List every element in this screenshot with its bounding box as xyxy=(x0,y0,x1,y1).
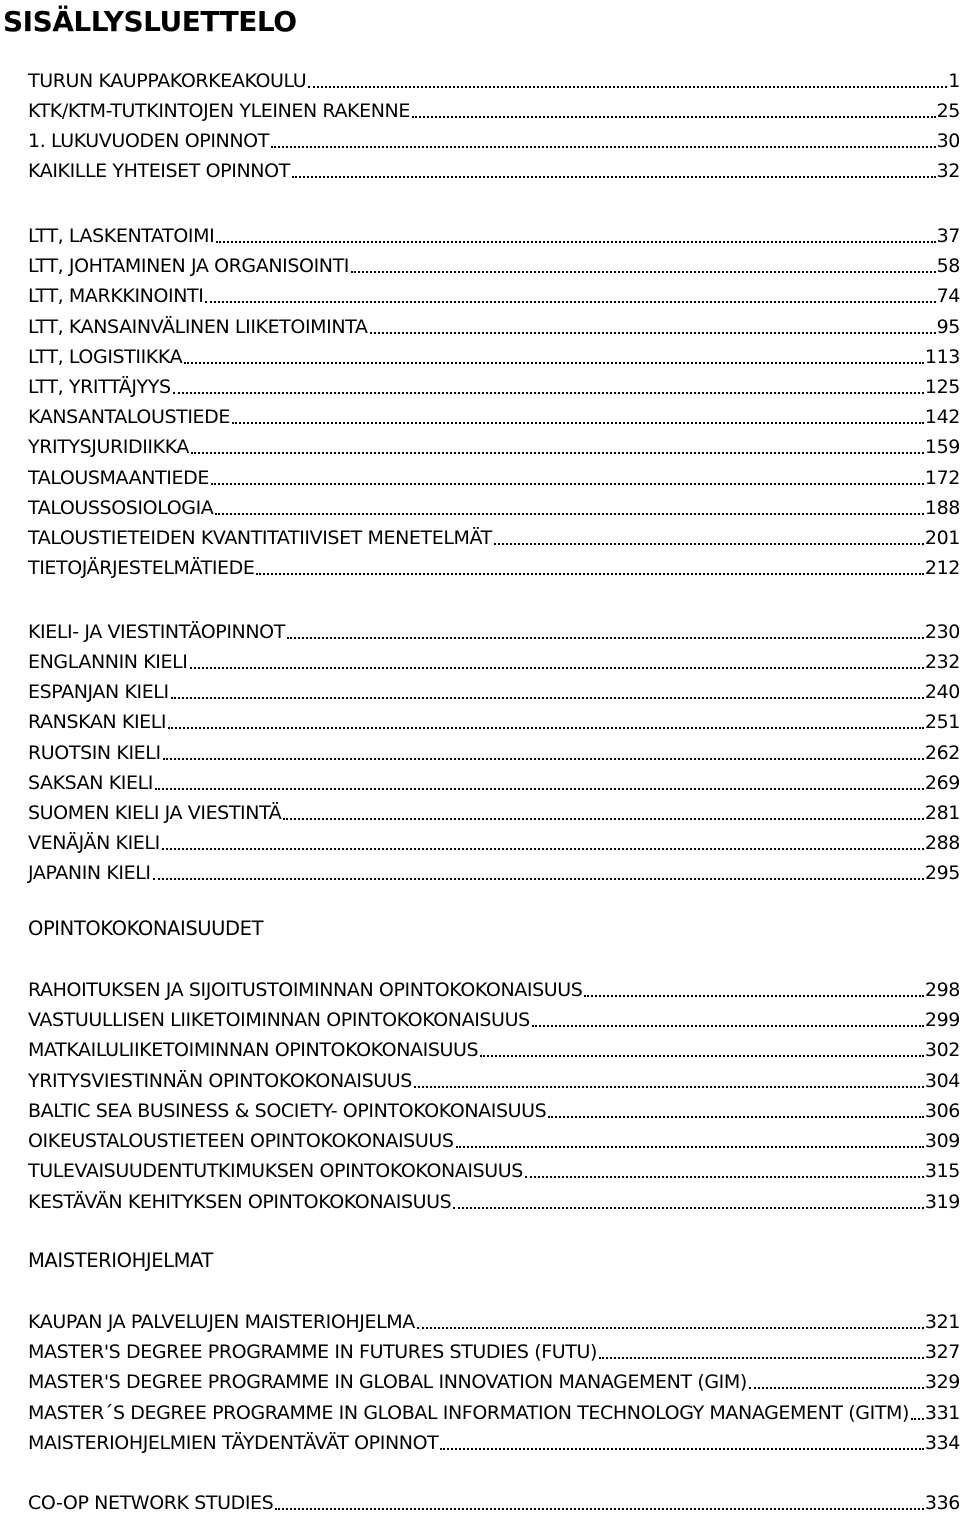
toc-entry-page-number: 230 xyxy=(924,621,960,643)
toc-entry[interactable] xyxy=(28,1062,960,1092)
toc-entry[interactable] xyxy=(28,398,960,428)
toc-entry[interactable] xyxy=(28,308,960,338)
toc-entry-page-number: 331 xyxy=(924,1402,960,1424)
toc-dot-leader xyxy=(456,1146,924,1148)
toc-dot-leader xyxy=(173,392,924,394)
toc-entry[interactable] xyxy=(28,92,960,122)
toc-dot-leader xyxy=(283,818,924,820)
toc-entry-page-number: 321 xyxy=(924,1311,960,1333)
toc-entry-label: YRITYSVIESTINNÄN OPINTOKOKONAISUUS xyxy=(28,1070,412,1092)
toc-entry[interactable] xyxy=(28,734,960,764)
toc-entry-label: VENÄJÄN KIELI xyxy=(28,832,160,854)
toc-dot-leader xyxy=(275,1508,924,1510)
toc-entry-label: RAHOITUKSEN JA SIJOITUSTOIMINNAN OPINTOKOKONAISUUS xyxy=(28,979,583,1001)
toc-entry[interactable] xyxy=(28,549,960,579)
toc-dot-leader xyxy=(548,1116,924,1118)
toc-entry-label: KAUPAN JA PALVELUJEN MAISTERIOHJELMA xyxy=(28,1311,415,1333)
toc-dot-leader xyxy=(494,543,924,545)
toc-dot-leader xyxy=(412,116,936,118)
toc-entry-label: LTT, LOGISTIIKKA xyxy=(28,346,183,368)
toc-entry-label: CO-OP NETWORK STUDIES xyxy=(28,1492,274,1514)
toc-entry-page-number: 142 xyxy=(924,406,960,428)
toc-dot-leader xyxy=(256,573,923,575)
toc-dot-leader xyxy=(190,667,924,669)
toc-entry[interactable] xyxy=(28,764,960,794)
toc-entry-page-number: 336 xyxy=(924,1492,960,1514)
toc-entry-page-number: 319 xyxy=(924,1191,960,1213)
toc-entry-label: KTK/KTM-TUTKINTOJEN YLEINEN RAKENNE xyxy=(28,100,410,122)
toc-dot-leader xyxy=(155,788,924,790)
section-heading-maisteriohjelmat: MAISTERIOHJELMAT xyxy=(28,1249,213,1272)
toc-entry[interactable] xyxy=(28,122,960,152)
toc-dot-leader xyxy=(453,1207,924,1209)
toc-entry-page-number: 281 xyxy=(924,802,960,824)
toc-entry-page-number: 251 xyxy=(924,711,960,733)
toc-entry-page-number: 37 xyxy=(936,225,960,247)
toc-entry-page-number: 172 xyxy=(924,467,960,489)
toc-entry-page-number: 327 xyxy=(924,1341,960,1363)
toc-entry-label: TALOUSTIETEIDEN KVANTITATIIVISET MENETELMÄT xyxy=(28,527,492,549)
toc-entry-label: ESPANJAN KIELI xyxy=(28,681,169,703)
toc-dot-leader xyxy=(417,1327,924,1329)
toc-dot-leader xyxy=(232,422,924,424)
toc-entry-page-number: 1 xyxy=(948,70,960,92)
toc-dot-leader xyxy=(191,452,924,454)
toc-entry-page-number: 302 xyxy=(924,1039,960,1061)
toc-entry[interactable] xyxy=(28,673,960,703)
toc-dot-leader xyxy=(215,513,924,515)
toc-entry-label: LTT, YRITTÄJYYS xyxy=(28,376,171,398)
toc-entry-label: OIKEUSTALOUSTIETEEN OPINTOKOKONAISUUS xyxy=(28,1130,454,1152)
toc-dot-leader xyxy=(168,727,924,729)
toc-entry-label: TULEVAISUUDENTUTKIMUKSEN OPINTOKOKONAISUUS xyxy=(28,1160,523,1182)
toc-entry-label: BALTIC SEA BUSINESS & SOCIETY- OPINTOKOKONAISUUS xyxy=(28,1100,547,1122)
toc-dot-leader xyxy=(749,1387,924,1389)
toc-entry-label: MASTER´S DEGREE PROGRAMME IN GLOBAL INFORMATION TECHNOLOGY MANAGEMENT (GITM) xyxy=(28,1402,910,1424)
toc-dot-leader xyxy=(351,271,936,273)
toc-entry-page-number: 58 xyxy=(936,255,960,277)
toc-entry[interactable] xyxy=(28,1424,960,1454)
toc-entry-label: LTT, KANSAINVÄLINEN LIIKETOIMINTA xyxy=(28,316,368,338)
toc-entry[interactable] xyxy=(28,971,960,1001)
toc-entry-page-number: 201 xyxy=(924,527,960,549)
toc-dot-leader xyxy=(163,758,924,760)
toc-entry[interactable] xyxy=(28,338,960,368)
toc-entry-page-number: 25 xyxy=(936,100,960,122)
toc-entry-page-number: 288 xyxy=(924,832,960,854)
toc-dot-leader xyxy=(308,86,947,88)
toc-entry-label: MAISTERIOHJELMIEN TÄYDENTÄVÄT OPINNOT xyxy=(28,1432,439,1454)
toc-entry[interactable] xyxy=(28,519,960,549)
toc-entry[interactable] xyxy=(28,854,960,884)
toc-entry[interactable] xyxy=(28,1303,960,1333)
toc-entry[interactable] xyxy=(28,613,960,643)
toc-entry-label: KAIKILLE YHTEISET OPINNOT xyxy=(28,160,290,182)
toc-entry-label: KESTÄVÄN KEHITYKSEN OPINTOKOKONAISUUS xyxy=(28,1191,452,1213)
toc-entry-page-number: 295 xyxy=(924,862,960,884)
toc-entry[interactable] xyxy=(28,794,960,824)
toc-entry[interactable] xyxy=(28,459,960,489)
toc-entry-label: TALOUSSOSIOLOGIA xyxy=(28,497,214,519)
toc-entry[interactable] xyxy=(28,1394,960,1424)
toc-entry-label: RANSKAN KIELI xyxy=(28,711,167,733)
toc-dot-leader xyxy=(480,1055,924,1057)
toc-dot-leader xyxy=(216,241,935,243)
toc-entry[interactable] xyxy=(28,152,960,182)
toc-entry-label: SAKSAN KIELI xyxy=(28,772,153,794)
toc-dot-leader xyxy=(525,1176,924,1178)
toc-entry-label: LTT, LASKENTATOIMI xyxy=(28,225,215,247)
toc-entry-page-number: 32 xyxy=(936,160,960,182)
toc-entry-label: LTT, JOHTAMINEN JA ORGANISOINTI xyxy=(28,255,350,277)
page-title: SISÄLLYSLUETTELO xyxy=(3,5,297,38)
toc-entry[interactable] xyxy=(28,1183,960,1213)
toc-entry-page-number: 269 xyxy=(924,772,960,794)
toc-entry-page-number: 125 xyxy=(924,376,960,398)
toc-dot-leader xyxy=(584,995,924,997)
toc-entry[interactable] xyxy=(28,703,960,733)
toc-entry[interactable] xyxy=(28,824,960,854)
toc-dot-leader xyxy=(184,362,924,364)
toc-entry[interactable] xyxy=(28,368,960,398)
toc-entry-page-number: 113 xyxy=(924,346,960,368)
toc-entry-page-number: 299 xyxy=(924,1009,960,1031)
toc-entry[interactable] xyxy=(28,62,960,92)
toc-dot-leader xyxy=(211,483,924,485)
toc-entry[interactable] xyxy=(28,1092,960,1122)
toc-entry-page-number: 188 xyxy=(924,497,960,519)
toc-entry[interactable] xyxy=(28,1484,960,1514)
toc-entry[interactable] xyxy=(28,643,960,673)
toc-entry-label: KIELI- JA VIESTINTÄOPINNOT xyxy=(28,621,285,643)
toc-entry-page-number: 240 xyxy=(924,681,960,703)
toc-dot-leader xyxy=(153,878,924,880)
toc-entry-label: TALOUSMAANTIEDE xyxy=(28,467,209,489)
toc-entry[interactable] xyxy=(28,1031,960,1061)
toc-entry-page-number: 262 xyxy=(924,742,960,764)
toc-entry-label: LTT, MARKKINOINTI xyxy=(28,285,204,307)
toc-entry[interactable] xyxy=(28,1333,960,1363)
toc-entry-label: 1. LUKUVUODEN OPINNOT xyxy=(28,130,269,152)
toc-entry-label: KANSANTALOUSTIEDE xyxy=(28,406,230,428)
toc-dot-leader xyxy=(292,176,936,178)
toc-entry-page-number: 298 xyxy=(924,979,960,1001)
toc-entry-page-number: 212 xyxy=(924,557,960,579)
toc-dot-leader xyxy=(911,1418,924,1420)
toc-entry-page-number: 315 xyxy=(924,1160,960,1182)
toc-entry-page-number: 304 xyxy=(924,1070,960,1092)
toc-entry-page-number: 306 xyxy=(924,1100,960,1122)
toc-entry[interactable] xyxy=(28,1001,960,1031)
toc-entry-label: TIETOJÄRJESTELMÄTIEDE xyxy=(28,557,255,579)
toc-entry[interactable] xyxy=(28,1152,960,1182)
toc-entry-label: SUOMEN KIELI JA VIESTINTÄ xyxy=(28,802,282,824)
toc-dot-leader xyxy=(440,1448,924,1450)
toc-entry-label: JAPANIN KIELI xyxy=(28,862,151,884)
section-heading-opintokokonaisuudet: OPINTOKOKONAISUUDET xyxy=(28,917,264,940)
toc-entry[interactable] xyxy=(28,247,960,277)
toc-entry-page-number: 159 xyxy=(924,436,960,458)
toc-entry-page-number: 30 xyxy=(936,130,960,152)
toc-entry-page-number: 329 xyxy=(924,1371,960,1393)
toc-entry-label: MASTER'S DEGREE PROGRAMME IN GLOBAL INNOVATION MANAGEMENT (GIM) xyxy=(28,1371,747,1393)
toc-dot-leader xyxy=(205,301,935,303)
toc-entry[interactable] xyxy=(28,1363,960,1393)
toc-entry-label: ENGLANNIN KIELI xyxy=(28,651,188,673)
toc-entry-label: MASTER'S DEGREE PROGRAMME IN FUTURES STUDIES (FUTU) xyxy=(28,1341,597,1363)
toc-entry-page-number: 334 xyxy=(924,1432,960,1454)
toc-dot-leader xyxy=(532,1025,924,1027)
toc-entry[interactable] xyxy=(28,277,960,307)
toc-entry-label: YRITYSJURIDIIKKA xyxy=(28,436,190,458)
toc-dot-leader xyxy=(599,1357,924,1359)
toc-entry[interactable] xyxy=(28,217,960,247)
toc-dot-leader xyxy=(287,637,924,639)
toc-dot-leader xyxy=(162,848,924,850)
toc-entry-label: RUOTSIN KIELI xyxy=(28,742,161,764)
toc-entry[interactable] xyxy=(28,1122,960,1152)
toc-entry[interactable] xyxy=(28,428,960,458)
toc-dot-leader xyxy=(271,146,936,148)
toc-entry-page-number: 95 xyxy=(936,316,960,338)
toc-dot-leader xyxy=(414,1086,924,1088)
toc-dot-leader xyxy=(171,697,924,699)
toc-entry-label: MATKAILULIIKETOIMINNAN OPINTOKOKONAISUUS xyxy=(28,1039,479,1061)
toc-entry[interactable] xyxy=(28,489,960,519)
toc-entry-page-number: 309 xyxy=(924,1130,960,1152)
toc-dot-leader xyxy=(370,332,936,334)
toc-entry-label: TURUN KAUPPAKORKEAKOULU xyxy=(28,70,307,92)
toc-entry-page-number: 74 xyxy=(936,285,960,307)
toc-entry-label: VASTUULLISEN LIIKETOIMINNAN OPINTOKOKONAISUUS xyxy=(28,1009,530,1031)
toc-entry-page-number: 232 xyxy=(924,651,960,673)
